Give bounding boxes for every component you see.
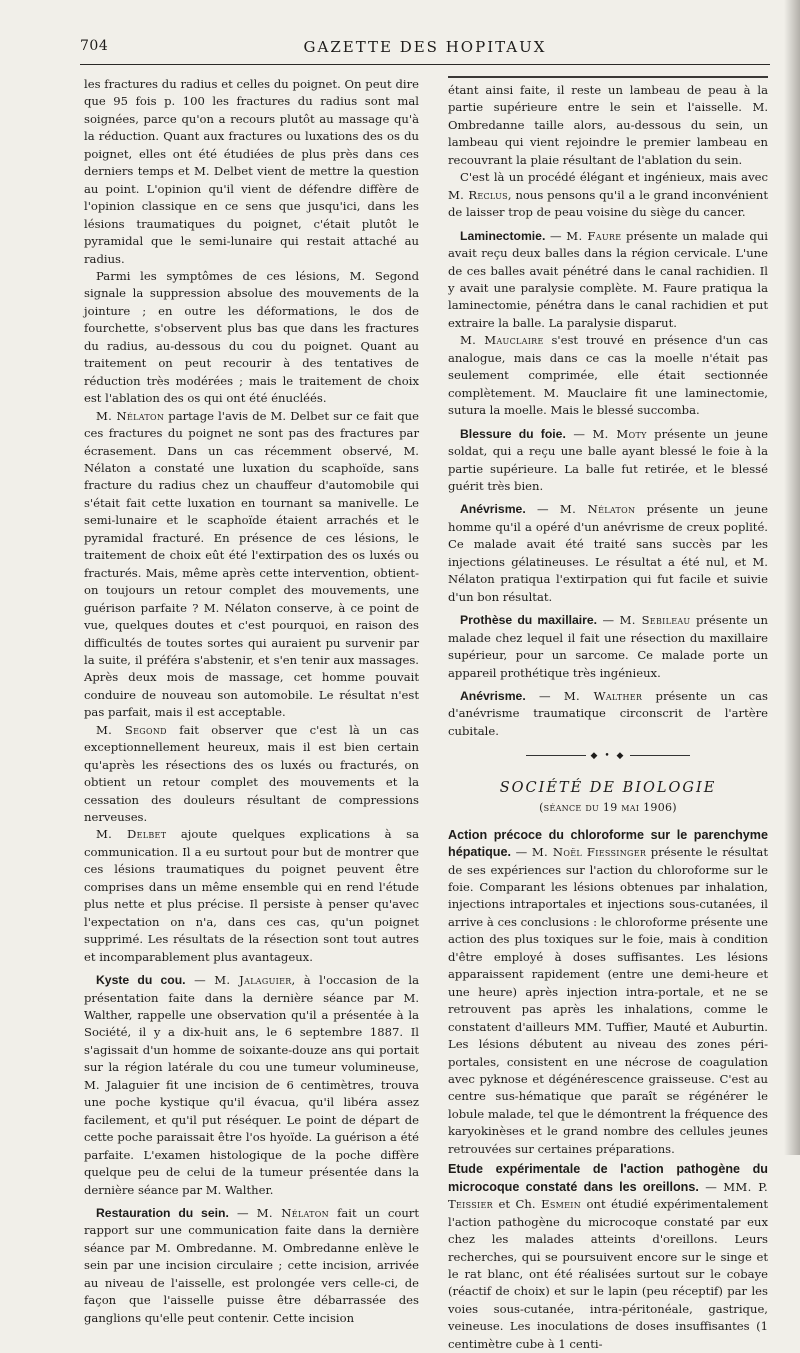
paragraph: les fractures du radius et celles du poignet. On peut dire que 95 fois p. 100 les fractures du radius sont mal soignées, parce qu'on a recours plutôt au massage qu'à la réduction. Quant aux fractures ou luxations des os du poignet, elles ont été étudiées de plus près dans ces derniers temps et M. Delbet vient de mettre la question au point. L'opinion qu'il vient de défendre diffère de l'opinion classique en ce sens que jusqu'ici, dans les lésions traumatiques du poignet, c'était plutôt le pyramidal que le semi-lunaire qui restait attaché au radius. [84,77,419,266]
section-heading: Laminectomie. [460,228,546,243]
paragraph-text: et Ch. [492,1197,542,1212]
speaker-name: M. Segond [96,722,167,737]
paragraph-text: s'est trouvé en présence d'un cas analogue, mais dans ce cas la moelle n'était pas seulement comprimée, elle était sectionnée complètement. M. Mauclaire fit une laminectomie, sutura la moelle. Mais le blessé succomba. [448,333,768,418]
paragraph: étant ainsi faite, il reste un lambeau de peau à la partie supérieure entre le sein et l'aisselle. M. Ombredanne taille alors, au-dessous du sein, un lambeau qui vient rejoindre le premier lambeau en recouvrant la plaie résultant de l'ablation du sein. [448,83,768,167]
paragraph [84,826,419,966]
speaker-name: M. Nélaton [96,408,165,423]
speaker-name: M. Nélaton [559,502,636,517]
paragraph-text: fait un court rapport sur une communication faite dans la dernière séance par M. Ombredanne. M. Ombredanne enlève le sein par une incision circulaire ; cette incision, arrivée au niveau de l'aisselle, est prolongée vers celle-ci, de façon que l'aisselle puisse être débarrassée des ganglions qu'elle peut contenir. Cette incision [84,1206,420,1325]
paragraph [84,408,419,722]
section-paragraph [84,972,419,1199]
section-paragraph: Restauration du sein. — M. Nélaton fait un court rapport sur une communication faite dans la dernière séance par M. Ombredanne. M. Ombredanne enlève le sein par une incision circulaire ; cette incision, arrivée au niveau de l'aisselle, est prolongée vers celle-ci, de façon que l'aisselle puisse être débarrassée des ganglions qu'elle peut contenir. Cette incision [84,1206,420,1325]
section-heading: Etude expérimentale de l'action pathogène du microcoque constaté dans les oreillons. [448,1162,768,1194]
section-paragraph: Anévrisme. — M. Walther présente un cas d'anévrisme traumatique circonscrit de l'artère cubitale. [448,688,768,738]
paragraph-text: fait observer que c'est là un cas exceptionnellement heureux, mais il est bien certain qu'après les résections des os luxés ou fracturés, on obtient un retour complet des mouvements et la cessation des douleurs résultant de compressions nerveuses. [84,722,419,825]
paragraph-text: présente un malade chez lequel il fait une résection du maxillaire supérieur, pour un sarcome. Ce malade porte un appareil prothétique très ingénieux. [448,613,768,680]
society-date: (séance du 19 mai 1906) [539,801,677,815]
speaker-name: M. Jalaguier [214,973,292,988]
society-title: SOCIÉTÉ DE BIOLOGIE [499,779,717,796]
section-paragraph: Prothèse du maxillaire. — M. Sebileau présente un malade chez lequel il fait une résection du maxillaire supérieur, pour un sarcome. Ce malade porte un appareil prothétique très ingénieux. [448,613,768,680]
speaker-name: M. Moty [592,426,647,441]
speaker-name: M. Reclus [448,187,508,202]
section-paragraph: Etude expérimentale de l'action pathogène du microcoque constaté dans les oreillons. — MM. P. Teissier et Ch. Esmein ont étudié expérimentalement l'action pathogène du microcoque constaté par eux chez les malades atteints d'oreillons. Leurs recherches, qui se poursuivent encore sur le singe et le rat blanc, ont été réalisées surtout sur le cobaye (réactif de choix) et sur le lapin (peu réceptif) par les voies sous-cutanée, intra-péritonéale, gastrique, veineuse. Les inoculations de doses insuffisantes (1 centimètre cube à 1 centi- [448,1162,768,1351]
paragraph-text: ont étudié expérimentalement l'action pathogène du microcoque constaté par eux chez les malades atteints d'oreillons. Leurs recherches, qui se poursuivent encore sur le singe et le rat blanc, ont été réalisées surtout sur le cobaye (réactif de choix) et sur le lapin (peu réceptif) par les voies sous-cutanée, intra-péritonéale, gastrique, veineuse. Les inoculations de doses insuffisantes (1 centimètre cube à 1 centi- [448,1197,768,1351]
speaker-name: M. Sebileau [619,613,691,628]
section-heading: Blessure du foie. [460,426,566,441]
section-heading: Kyste du cou. [96,973,186,988]
speaker-name: Esmein [541,1197,581,1212]
paragraph-text: , à l'occasion de la présentation faite dans la dernière séance par M. Walther, rappelle une observation qu'il a présentée à la Société, il y a dix-huit ans, le 6 septembre 1887. Il s'agissait d'un homme de soixante-douze ans qui portait sur la région latérale du cou une tumeur volumineuse, M. Jalaguier fit une incision de 6 centimètres, trouva une poche kystique qu'il évacua, qu'il libéra assez facilement, et qu'il put réséquer. Le point de départ de cette poche paraissait être l'os hyoïde. La guérison a été parfaite. L'examen histologique de la poche diffère quelque peu de celui de la tumeur présentée dans la dernière séance par M. Walther. [84,973,419,1197]
paragraph-text: présente un jeune homme qu'il a opéré d'un anévrisme de creux poplité. Ce malade avait été traité sans succès par les injections gélatineuses. Le résultat a été nul, et M. Nélaton pratiqua l'extirpation qui fut facile et suivie d'un bon résultat. [448,502,768,604]
paragraph-text: partage l'avis de M. Delbet sur ce fait que ces fractures du poignet ne sont pas des fractures par écrasement. Dans un cas récemment observé, M. Nélaton a constaté une luxation du scaphoïde, sans fracture du radius chez un chauffeur d'automobile qui s'était fait cette luxation en tournant sa manivelle. Le semi-lunaire et le scaphoïde étaient arrachés et le pyramidal fracturé. En présence de ces lésions, le traitement de choix eût été l'extirpation des os luxés ou fracturés. Mais, même après cette intervention, obtient-on toujours un retour complet des mouvements, une guérison parfaite ? M. Nélaton conserve, à ce point de vue, quelques doutes et c'est pourquoi, en raison des difficultés de toutes sortes qui auraient pu survenir par la suite, il préféra s'abstenir, et s'en tenir aux massages. Après deux mois de massage, cet homme pouvait conduire de nouveau son automobile. Le résultat n'est pas parfait, mais il est acceptable. [84,408,419,720]
section-heading: Anévrisme. [460,688,526,703]
speaker-name: M. Walther [563,688,643,703]
speaker-name: MM. P. Teissier [448,1179,768,1212]
paragraph-text: présente le résultat de ses expériences sur l'action du chloroforme sur le foie. Comparant les lésions obtenues par inhalation, injections intraportales et injections sous-cutanées, il arrive à ces conclusions : le chloroforme présente une action des plus toxiques sur le foie, mais à condition d'être employé à doses suffisantes. Les lésions apparaissent rapidement (entre une demi-heure et une heure) après injection intra-portale, et ne se retrouvent pas après les inhalations, comme le constatent d'ailleurs MM. Tuffier, Mauté et Auburtin. Les lésions débutent au niveau des zones péri-portales, consistent en une nécrose de coagulation avec pyknose et dégénérescence graisseuse. C'est au centre sus-hématique que paraît se régénérer le lobule malade, tel que le démontrent la fréquence des karyokinèses et le grand nombre des cellules jeunes retrouvées sur certaines préparations. [448,845,768,1156]
left-column [84,76,419,1327]
speaker-name: M. Faure [566,228,622,243]
right-column [448,76,768,1353]
journal-title: GAZETTE DES HOPITAUX [303,38,547,56]
section-paragraph: Anévrisme. — M. Nélaton présente un jeune homme qu'il a opéré d'un anévrisme de creux poplité. Ce malade avait été traité sans succès par les injections gélatineuses. Le résultat a été nul, et M. Nélaton pratiqua l'extirpation qui fut facile et suivie d'un bon résultat. [448,502,768,604]
speaker-name: M. Nélaton [256,1206,329,1220]
speaker-name: M. Delbet [96,827,167,842]
paragraph [448,332,768,419]
section-heading: Anévrisme. [460,502,526,517]
section-heading: Prothèse du maxillaire. [460,613,598,628]
speaker-name: M. Mauclaire [460,333,544,348]
page-number: 704 [80,38,109,54]
binding-shadow [784,0,800,1155]
paragraph-text: présente un jeune soldat, qui a reçu une balle ayant blessé le foie à la partie supérieure. La balle fut retirée, et le blessé guérit très bien. [448,426,768,493]
paragraph [84,722,419,827]
paragraph-text: présente un malade qui avait reçu deux balles dans la région cervicale. L'une de ces balles avait pénétré dans le canal rachidien. Il y avait une paralysie complète. M. Faure pratiqua la laminectomie, pénétra dans le canal rachidien et put extraire la balle. La paralysie disparut. [448,228,769,330]
top-rule [448,76,768,78]
paragraph [448,169,768,221]
section-heading: Action précoce du chloroforme sur le parenchyme hépatique. [448,827,768,860]
dash: — [185,973,215,988]
paragraph-text: C'est là un procédé élégant et ingénieux, mais avec [460,170,768,185]
section-paragraph: Blessure du foie. — M. Moty présente un jeune soldat, qui a reçu une balle ayant blessé le foie à la partie supérieure. La balle fut retirée, et le blessé guérit très bien. [448,426,768,493]
section-paragraph: Action précoce du chloroforme sur le parenchyme hépatique. — M. Noël Fiessinger présente le résultat de ses expériences sur l'action du chloroforme sur le foie. Comparant les lésions obtenues par inhalation, injections intraportales et injections sous-cutanées, il arrive à ces conclusions : le chloroforme présente une action des plus toxiques sur le foie, mais à condition d'être employé à doses suffisantes. Les lésions apparaissent rapidement (entre une demi-heure et une heure) après injection intra-portale, et ne se retrouvent pas après les inhalations, comme le constatent d'ailleurs MM. Tuffier, Mauté et Auburtin. Les lésions débutent au niveau des zones péri-portales, consistent en une nécrose de coagulation avec pyknose et dégénérescence graisseuse. C'est au centre sus-hématique que paraît se régénérer le lobule malade, tel que le démontrent la fréquence des karyokinèses et le grand nombre des cellules jeunes retrouvées sur certaines préparations. [448,827,768,1156]
paragraph-text: présente un cas d'anévrisme traumatique circonscrit de l'artère cubitale. [448,688,768,738]
page-header [80,36,770,62]
ornament-divider: ◆ • ◆ [448,748,768,765]
paragraph: Parmi les symptômes de ces lésions, M. Segond signale la suppression absolue des mouvements de la jointure ; en outre les déformations, le dos de fourchette, s'observent plus bas que dans les fractures du radius, au-dessous du cou du poignet. Quant au traitement on peut recourir à des tentatives de réduction très modérées ; mais le traitement de choix est l'ablation des os qui ont été énucléés. [84,268,419,406]
paragraph-text: ajoute quelques explications à sa communication. Il a eu surtout pour but de montrer que ces lésions traumatiques du poignet peuvent être comprises dans un même ensemble qui en rend l'étude plus nette et plus précise. Il persiste à penser qu'avec l'expectation on n'a, dans ces cas, qu'un poignet supprimé. Les résultats de la résection sont tout autres et incomparablement plus avantageux. [84,827,419,964]
speaker-name: M. Noël Fiessinger [531,845,647,860]
section-heading: Restauration du sein. [96,1206,229,1220]
section-paragraph: Laminectomie. — M. Faure présente un malade qui avait reçu deux balles dans la région cervicale. L'une de ces balles avait pénétré dans le canal rachidien. Il y avait une paralysie complète. M. Faure pratiqua la laminectomie, pénétra dans le canal rachidien et put extraire la balle. La paralysie disparut. [448,228,769,330]
header-rule [80,64,770,65]
paragraph-text: , nous pensons qu'il a le grand inconvénient de laisser trop de peau voisine du siège du cancer. [448,187,768,220]
